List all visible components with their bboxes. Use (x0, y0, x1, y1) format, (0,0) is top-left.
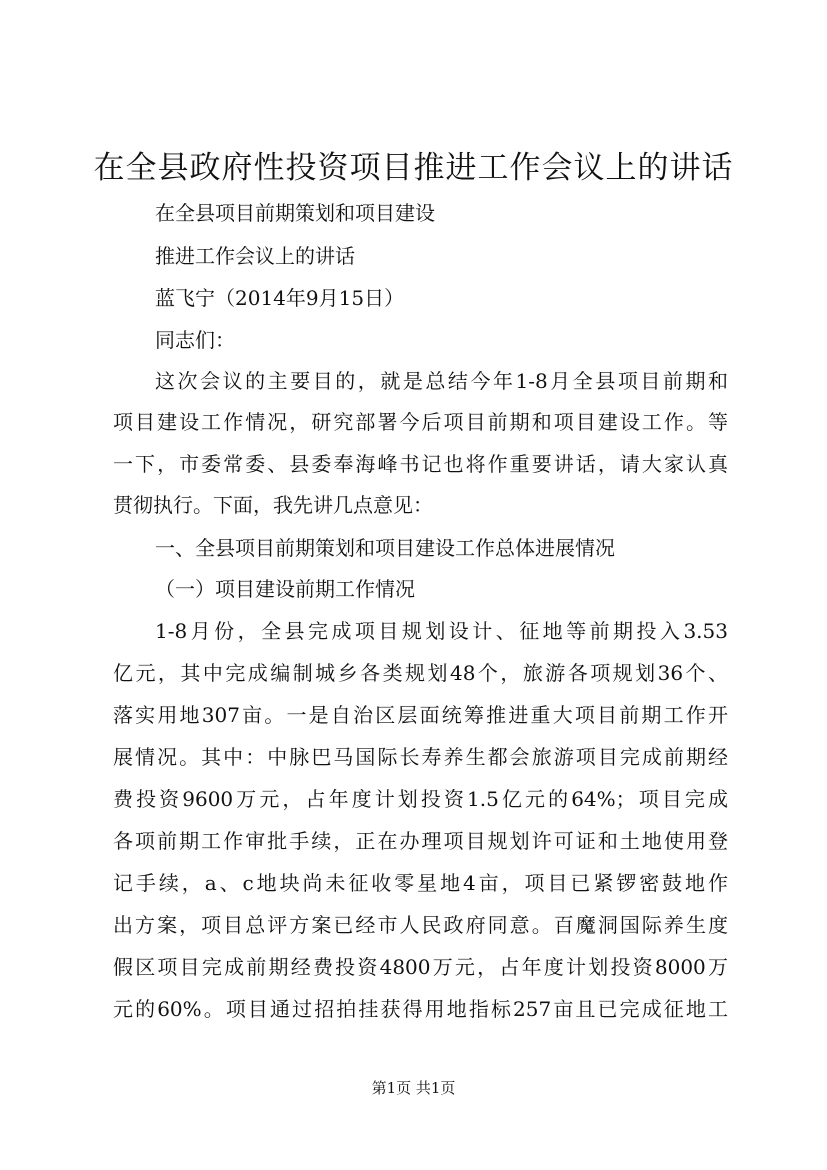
text-line: 出方案，项目总评方案已经市人民政府同意。百魔洞国际养生度 (113, 913, 728, 937)
text-line: 落实用地307亩。一是自治区层面统筹推进重大项目前期工作开 (113, 703, 728, 727)
text-line: 记手续，a、c地块尚未征收零星地4亩，项目已紧锣密鼓地作 (113, 871, 728, 895)
subsection-heading: （一）项目建设前期工作情况 (155, 577, 415, 601)
text-line: 一下，市委常委、县委奉海峰书记也将作重要讲话，请大家认真 (113, 452, 728, 476)
section-heading: 一、全县项目前期策划和项目建设工作总体进展情况 (155, 536, 615, 560)
text-line: 这次会议的主要目的，就是总结今年1-8月全县项目前期和 (155, 369, 728, 393)
text-line: 展情况。其中：中脉巴马国际长寿养生都会旅游项目完成前期经 (113, 745, 728, 769)
text-line: 项目建设工作情况，研究部署今后项目前期和项目建设工作。等 (113, 410, 728, 434)
text-line: 1-8月份，全县完成项目规划设计、征地等前期投入3.53 (155, 619, 728, 643)
text-line: 各项前期工作审批手续，正在办理项目规划许可证和土地使用登 (113, 829, 728, 853)
text-line: 同志们： (155, 328, 235, 352)
text-line: 元的60%。项目通过招拍挂获得用地指标257亩且已完成征地工 (113, 997, 728, 1021)
document-title: 在全县政府性投资项目推进工作会议上的讲话 (93, 150, 734, 186)
text-line: 假区项目完成前期经费投资4800万元，占年度计划投资8000万 (113, 955, 728, 979)
text-line: 推进工作会议上的讲话 (155, 244, 355, 268)
text-line: 费投资9600万元，占年度计划投资1.5亿元的64%；项目完成 (113, 787, 728, 811)
text-line: 在全县项目前期策划和项目建设 (155, 201, 435, 225)
text-line: 亿元，其中完成编制城乡各类规划48个，旅游各项规划36个、 (113, 661, 728, 685)
page-number-footer: 第1页 共1页 (371, 1079, 456, 1097)
text-line: 贯彻执行。下面，我先讲几点意见： (113, 493, 433, 517)
text-line: 蓝飞宁（2014年9月15日） (155, 286, 405, 310)
